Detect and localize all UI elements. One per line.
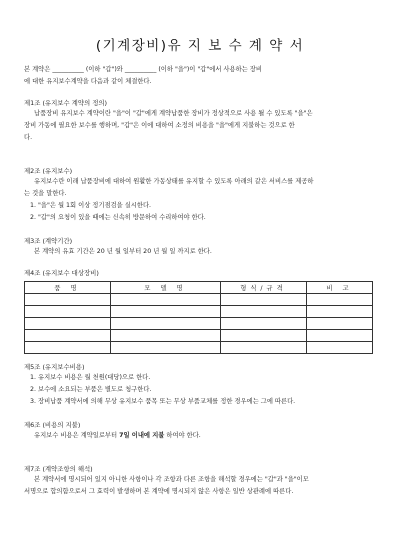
column-header-item-name: 품 명 (25, 282, 111, 294)
table-cell[interactable] (111, 330, 221, 342)
article-6-text: 유지보수 비용은 계약일로부터 (34, 432, 120, 439)
article-6-line (34, 430, 201, 442)
table-row (25, 330, 373, 342)
article-2-line: 는 것을 말한다. (24, 190, 67, 197)
table-cell[interactable] (307, 342, 373, 354)
table-cell[interactable] (25, 342, 111, 354)
table-cell[interactable] (111, 318, 221, 330)
article-2-heading: 제2조 (유지보수) (24, 167, 73, 175)
article-2-line: 유지보수란 이래 납품장비에 대하여 원활한 가동상태를 유지할 수 있도록 아래의 같은 서비스를 제공하 (34, 178, 314, 185)
article-5-item: 3. 장비납품 계약서에 의해 무상 유지보수 품목 또는 무상 부품교체를 정한 경우에는 그에 따른다. (30, 398, 296, 405)
table-cell[interactable] (25, 330, 111, 342)
article-7-heading: 제7조 (계약조항의 해석) (24, 465, 93, 473)
article-7-line: 서명으로 합의함으로서 그 효력이 발생하며 본 계약에 명시되지 않은 사항은 일반 상관례에 따른다. (24, 488, 294, 495)
table-row (25, 342, 373, 354)
table-cell[interactable] (307, 318, 373, 330)
table-cell[interactable] (111, 306, 221, 318)
equipment-table (24, 281, 373, 354)
article-6-heading: 제6조 (비용의 지불) (24, 421, 81, 429)
column-header-model-name: 모 델 명 (111, 282, 221, 294)
article-4-heading: 제4조 (유지보수 대상장비) (24, 269, 99, 277)
article-1-heading: 제1조 (유지보수 계약의 정의) (24, 99, 108, 107)
table-header-row (25, 282, 373, 294)
article-7-line: 본 계약서에 명시되어 있지 아니한 사항이나 각 조항과 다른 조항을 해석할 경우에는 "갑"과 "을"이모 (34, 476, 309, 483)
document-title: (기계장비)유 지 보 수 계 약 서 (95, 38, 305, 54)
intro-line-1: 본 계약은 __________ (이하 "갑")와 __________ (이하 "을")이 "갑"에서 사용하는 장비 (24, 66, 262, 73)
table-cell[interactable] (25, 294, 111, 306)
article-1-line: 납품장비 유지보수 계약이란 "을"이 "갑"에게 계약납품한 장비가 정상적으로 사용 될 수 있도록 "을"은 (34, 110, 313, 117)
payment-deadline: 7일 이내에 지불 (119, 432, 165, 439)
article-6-text: 하여야 한다. (164, 432, 201, 439)
table-row (25, 318, 373, 330)
intro-line-2: 에 대한 유지보수계약을 다음과 같이 체결한다. (24, 78, 152, 85)
table-cell[interactable] (111, 294, 221, 306)
table-cell[interactable] (307, 306, 373, 318)
table-cell[interactable] (221, 330, 307, 342)
article-1-line: 다. (24, 134, 33, 141)
article-3-heading: 제3조 (계약기간) (24, 237, 73, 245)
column-header-spec: 형식/규격 (221, 282, 307, 294)
article-2-item: 2. "갑"의 요청이 있을 때에는 신속히 방문하여 수리하여야 한다. (30, 214, 206, 221)
article-5-item: 1. 유지보수 비용은 월 천원(대당)으로 한다. (30, 374, 151, 381)
table-row (25, 306, 373, 318)
article-5-item: 2. 보수에 소요되는 부품은 별도로 청구한다. (30, 386, 152, 393)
article-1-line: 장비 가동에 필요한 보수를 행하며, "갑"은 이에 대하여 소정의 비용을 "을"에게 지불하는 것으로 한 (24, 122, 295, 129)
table-cell[interactable] (221, 318, 307, 330)
table-cell[interactable] (307, 330, 373, 342)
table-cell[interactable] (221, 306, 307, 318)
article-2-item: 1. "을"은 월 1회 이상 정기점검을 실시한다. (30, 202, 152, 209)
table-cell[interactable] (111, 342, 221, 354)
table-cell[interactable] (25, 306, 111, 318)
article-5-heading: 제5조 (유지보수비용) (24, 363, 85, 371)
article-3-line: 본 계약의 유효 기간은 20 년 월 일부터 20 년 월 일 까지로 한다. (34, 248, 212, 255)
table-cell[interactable] (221, 342, 307, 354)
table-cell[interactable] (307, 294, 373, 306)
table-cell[interactable] (221, 294, 307, 306)
column-header-remarks: 비 고 (307, 282, 373, 294)
table-row (25, 294, 373, 306)
table-cell[interactable] (25, 318, 111, 330)
